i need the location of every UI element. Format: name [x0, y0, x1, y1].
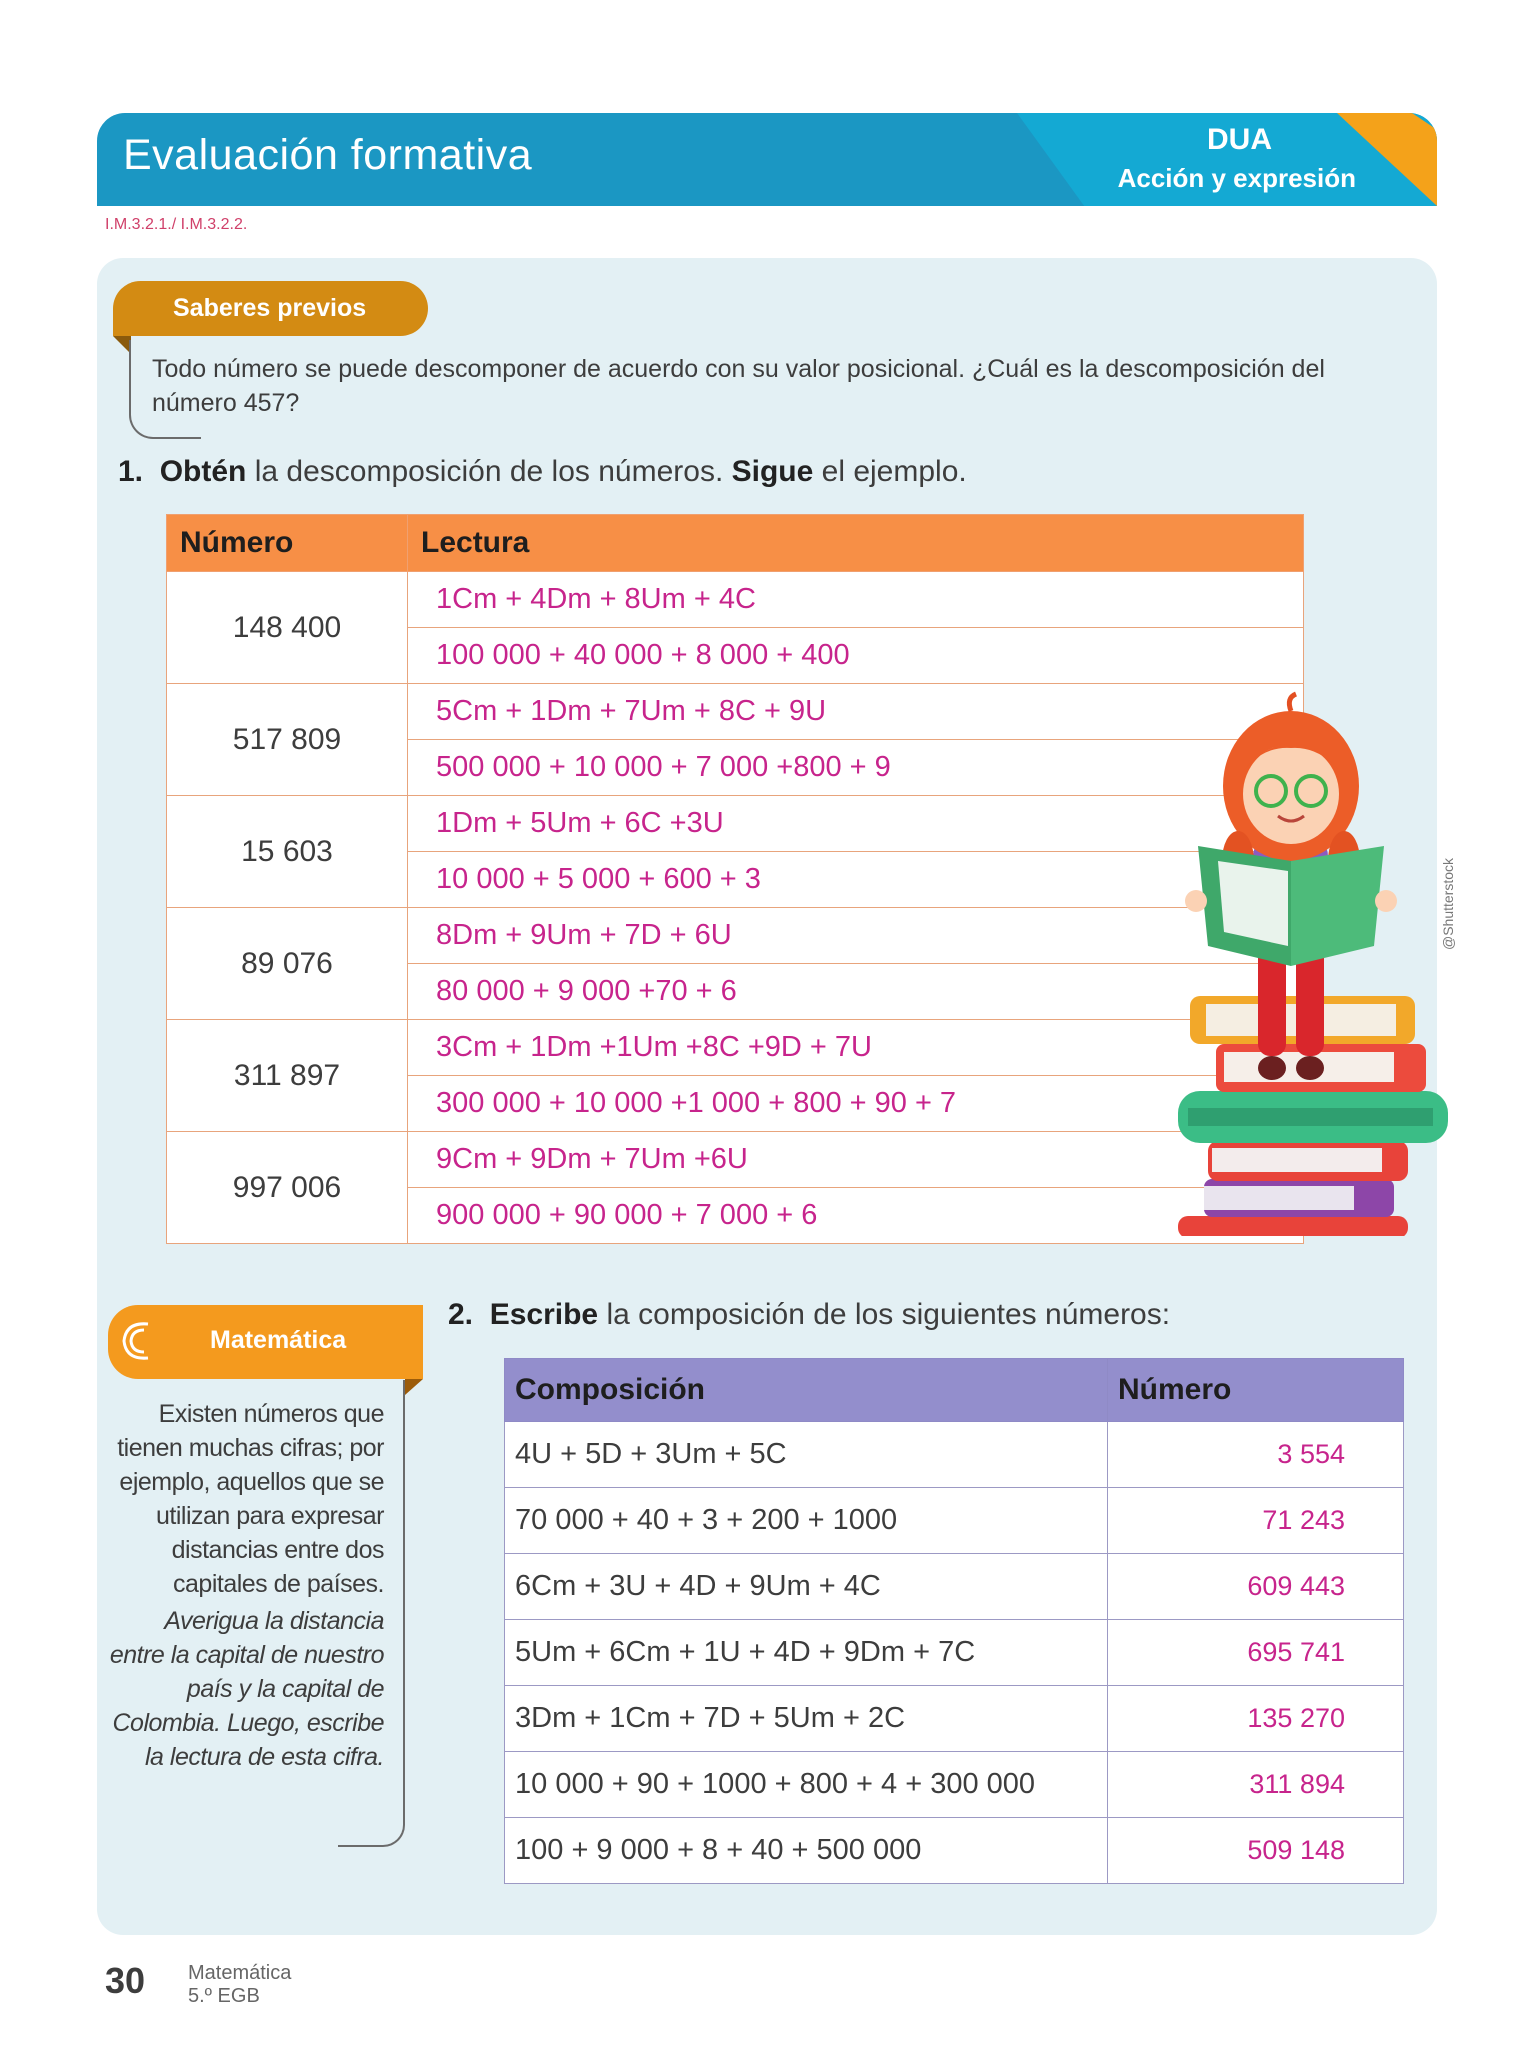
table-row: [167, 796, 1304, 852]
question-1-verb: Obtén: [159, 455, 247, 488]
cell-lectura-expanded: 500 000 + 10 000 + 7 000 +800 + 9: [408, 740, 1304, 796]
cell-lectura-expanded: 10 000 + 5 000 + 600 + 3: [408, 852, 1304, 908]
cell-composicion: 100 + 9 000 + 8 + 40 + 500 000: [505, 1818, 1108, 1884]
matematica-label: Matemática: [210, 1326, 347, 1354]
cell-numero-answer: 509 148: [1108, 1818, 1404, 1884]
girl-reading-books-illustration: [1168, 676, 1458, 1236]
table-row: [167, 684, 1304, 740]
saberes-previos-text: Todo número se puede descomponer de acuerdo con su valor posicional. ¿Cuál es la descomposición del número 457?: [152, 355, 1325, 417]
header-numero: Número: [167, 515, 408, 572]
cell-lectura-expanded: 900 000 + 90 000 + 7 000 + 6: [408, 1188, 1304, 1244]
cell-numero-answer: 3 554: [1108, 1422, 1404, 1488]
cell-composicion: 70 000 + 40 + 3 + 200 + 1000: [505, 1488, 1108, 1554]
cell-numero: 311 897: [167, 1020, 408, 1132]
cell-numero: 89 076: [167, 908, 408, 1020]
question-2-prompt: [448, 1298, 1170, 1332]
cell-composicion: 10 000 + 90 + 1000 + 800 + 4 + 300 000: [505, 1752, 1108, 1818]
saberes-previos-label: Saberes previos: [173, 294, 367, 322]
cell-composicion: 5Um + 6Cm + 1U + 4D + 9Dm + 7C: [505, 1620, 1108, 1686]
cell-lectura-abbrev: 8Dm + 9Um + 7D + 6U: [408, 908, 1304, 964]
table-row: [167, 1020, 1304, 1076]
table-row: [505, 1554, 1404, 1620]
cell-numero: 997 006: [167, 1132, 408, 1244]
decomposition-table: [166, 514, 1304, 1244]
question-2-verb: Escribe: [489, 1298, 599, 1331]
cell-composicion: 3Dm + 1Cm + 7D + 5Um + 2C: [505, 1686, 1108, 1752]
cell-numero-answer: 695 741: [1108, 1620, 1404, 1686]
matematica-text: Existen números que tienen muchas cifras; por ejemplo, aquellos que se utilizan para expresar distancias entre dos capitales de países.: [117, 1400, 384, 1598]
question-1-text-b: el ejemplo.: [813, 455, 967, 488]
table-row: [505, 1818, 1404, 1884]
table-row: [505, 1422, 1404, 1488]
question-2-text: la composición de los siguientes números:: [598, 1298, 1171, 1331]
footer-subject: [188, 1962, 291, 2008]
cell-numero-answer: 135 270: [1108, 1686, 1404, 1752]
image-credit: @Shutterstock: [1440, 857, 1456, 950]
saberes-previos-tab: [113, 281, 428, 336]
table-row: [505, 1686, 1404, 1752]
table-header-row: [167, 515, 1304, 572]
header-composicion: Composición: [505, 1359, 1108, 1422]
cell-composicion: 6Cm + 3U + 4D + 9Um + 4C: [505, 1554, 1108, 1620]
table-row: [167, 572, 1304, 628]
cell-lectura-expanded: 300 000 + 10 000 +1 000 + 800 + 90 + 7: [408, 1076, 1304, 1132]
cell-lectura-expanded: 100 000 + 40 000 + 8 000 + 400: [408, 628, 1304, 684]
page-title: Evaluación formativa: [123, 131, 533, 179]
cell-numero-answer: 609 443: [1108, 1554, 1404, 1620]
dua-label: DUA: [1207, 123, 1272, 156]
table-row: [505, 1620, 1404, 1686]
cell-numero-answer: 71 243: [1108, 1488, 1404, 1554]
cell-numero-answer: 311 894: [1108, 1752, 1404, 1818]
question-1-verb2: Sigue: [731, 455, 814, 488]
composition-table: [504, 1358, 1404, 1884]
matematica-c-icon: [118, 1318, 156, 1364]
dua-subtitle: Acción y expresión: [1117, 163, 1356, 193]
table-row: [167, 908, 1304, 964]
cell-composicion: 4U + 5D + 3Um + 5C: [505, 1422, 1108, 1488]
cell-numero: 517 809: [167, 684, 408, 796]
header-lectura: Lectura: [408, 515, 1304, 572]
matematica-activity: Averigua la distancia entre la capital de nuestro país y la capital de Colombia. Luego, escribe la lectura de esta cifra.: [109, 1607, 384, 1771]
header-banner: [97, 113, 1437, 206]
header-numero: Número: [1108, 1359, 1404, 1422]
cell-lectura-abbrev: 3Cm + 1Dm +1Um +8C +9D + 7U: [408, 1020, 1304, 1076]
table-row: [505, 1752, 1404, 1818]
cell-numero: 15 603: [167, 796, 408, 908]
cell-lectura-abbrev: 1Dm + 5Um + 6C +3U: [408, 796, 1304, 852]
question-2-number: 2.: [448, 1298, 474, 1331]
table-row: [167, 1132, 1304, 1188]
question-1-prompt: [118, 455, 967, 489]
question-1-number: 1.: [118, 455, 144, 488]
cell-lectura-expanded: 80 000 + 9 000 +70 + 6: [408, 964, 1304, 1020]
indicator-codes: I.M.3.2.1./ I.M.3.2.2.: [105, 216, 248, 233]
footer-grade: 5.º EGB: [188, 1985, 260, 2007]
page-number: 30: [105, 1960, 146, 2001]
cell-numero: 148 400: [167, 572, 408, 684]
cell-lectura-abbrev: 1Cm + 4Dm + 8Um + 4C: [408, 572, 1304, 628]
footer-subject-name: Matemática: [188, 1962, 292, 1984]
question-1-text-a: la descomposición de los números.: [246, 455, 732, 488]
table-row: [505, 1488, 1404, 1554]
cell-lectura-abbrev: 9Cm + 9Dm + 7Um +6U: [408, 1132, 1304, 1188]
table-header-row: [505, 1359, 1404, 1422]
cell-lectura-abbrev: 5Cm + 1Dm + 7Um + 8C + 9U: [408, 684, 1304, 740]
